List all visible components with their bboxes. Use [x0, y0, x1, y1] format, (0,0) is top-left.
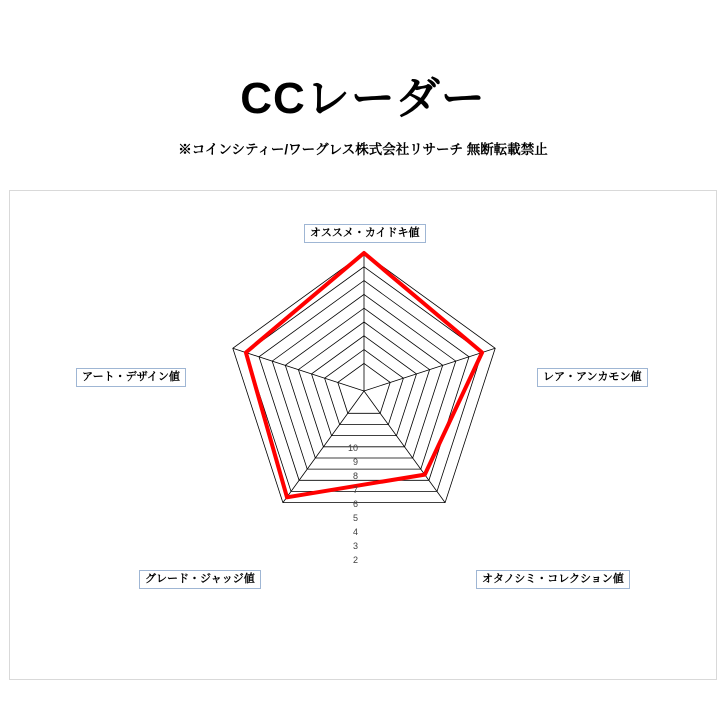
page-subtitle: ※コインシティー/ワーグレス株式会社リサーチ 無断転載禁止	[178, 142, 548, 157]
radial-tick-6: 6	[352, 499, 358, 509]
radial-tick-7: 7	[352, 485, 358, 495]
axis-label-osusume-kaidoki: オススメ・カイドキ値	[304, 224, 426, 243]
radial-tick-9: 9	[352, 457, 358, 467]
radial-tick-4: 4	[352, 527, 358, 537]
axis-label-art-design: アート・デザイン値	[76, 368, 186, 387]
radar-chart	[10, 191, 718, 681]
chart-frame	[9, 190, 717, 680]
radial-tick-5: 5	[352, 513, 358, 523]
axis-label-otanoshimi-collection: オタノシミ・コレクション値	[476, 570, 630, 589]
radial-tick-10: 10	[347, 443, 358, 453]
radar-axes	[233, 253, 495, 503]
page-title: CCレーダー	[240, 74, 486, 123]
axis-label-grade-judge: グレード・ジャッジ値	[139, 570, 261, 589]
radial-tick-8: 8	[352, 471, 358, 481]
axis-label-rare-uncommon: レア・アンカモン値	[537, 368, 648, 387]
radial-tick-3: 3	[352, 541, 358, 551]
radial-tick-2: 2	[352, 555, 358, 565]
